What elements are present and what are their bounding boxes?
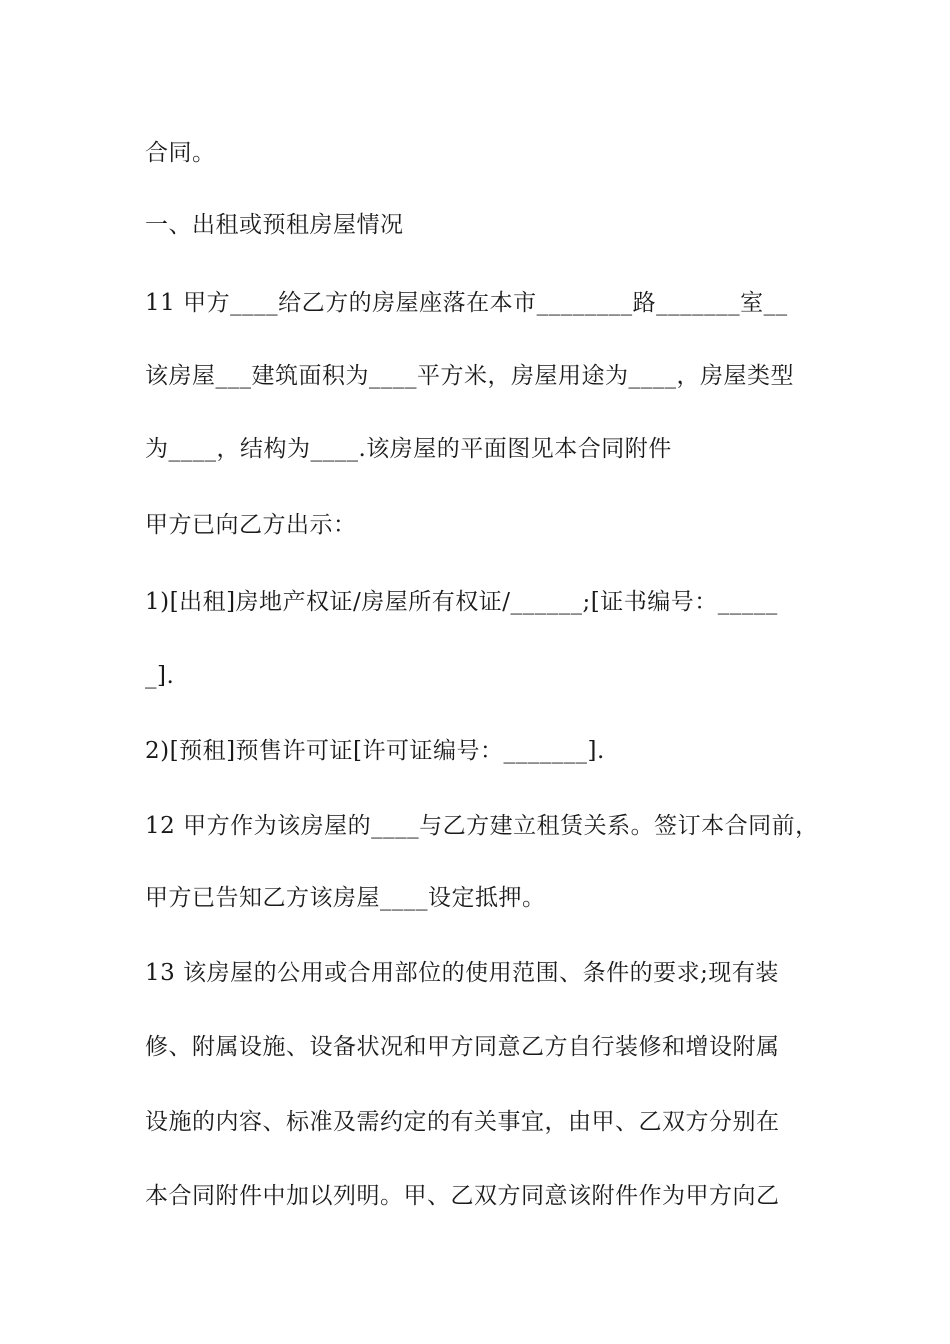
text-line-contract-end: 合同。: [145, 140, 216, 166]
clause-1-2-line-1: 12 甲方作为该房屋的____与乙方建立租赁关系。签订本合同前，: [145, 813, 819, 839]
item-1-line-2: _].: [145, 663, 175, 689]
clause-1-2-line-2: 甲方已告知乙方该房屋____设定抵押。: [145, 885, 546, 911]
shown-documents-heading: 甲方已向乙方出示：: [145, 512, 357, 538]
item-2-line: 2)[预租]预售许可证[许可证编号：_______].: [145, 738, 605, 764]
section-heading-property: 一、出租或预租房屋情况: [145, 212, 404, 238]
clause-1-3-line-4: 本合同附件中加以列明。甲、乙双方同意该附件作为甲方向乙: [145, 1183, 780, 1209]
clause-1-1-line-3: 为____，结构为____.该房屋的平面图见本合同附件: [145, 436, 672, 462]
clause-1-3-line-2: 修、附属设施、设备状况和甲方同意乙方自行装修和增设附属: [145, 1034, 780, 1060]
clause-1-1-line-1: 11 甲方____给乙方的房屋座落在本市________路_______室__: [145, 290, 788, 316]
clause-1-1-line-2: 该房屋___建筑面积为____平方米，房屋用途为____，房屋类型: [145, 363, 794, 389]
item-1-line-1: 1)[出租]房地产权证/房屋所有权证/______;[证书编号：_____: [145, 589, 778, 615]
clause-1-3-line-1: 13 该房屋的公用或合用部位的使用范围、条件的要求;现有装: [145, 960, 779, 986]
clause-1-3-line-3: 设施的内容、标准及需约定的有关事宜，由甲、乙双方分别在: [145, 1109, 780, 1135]
